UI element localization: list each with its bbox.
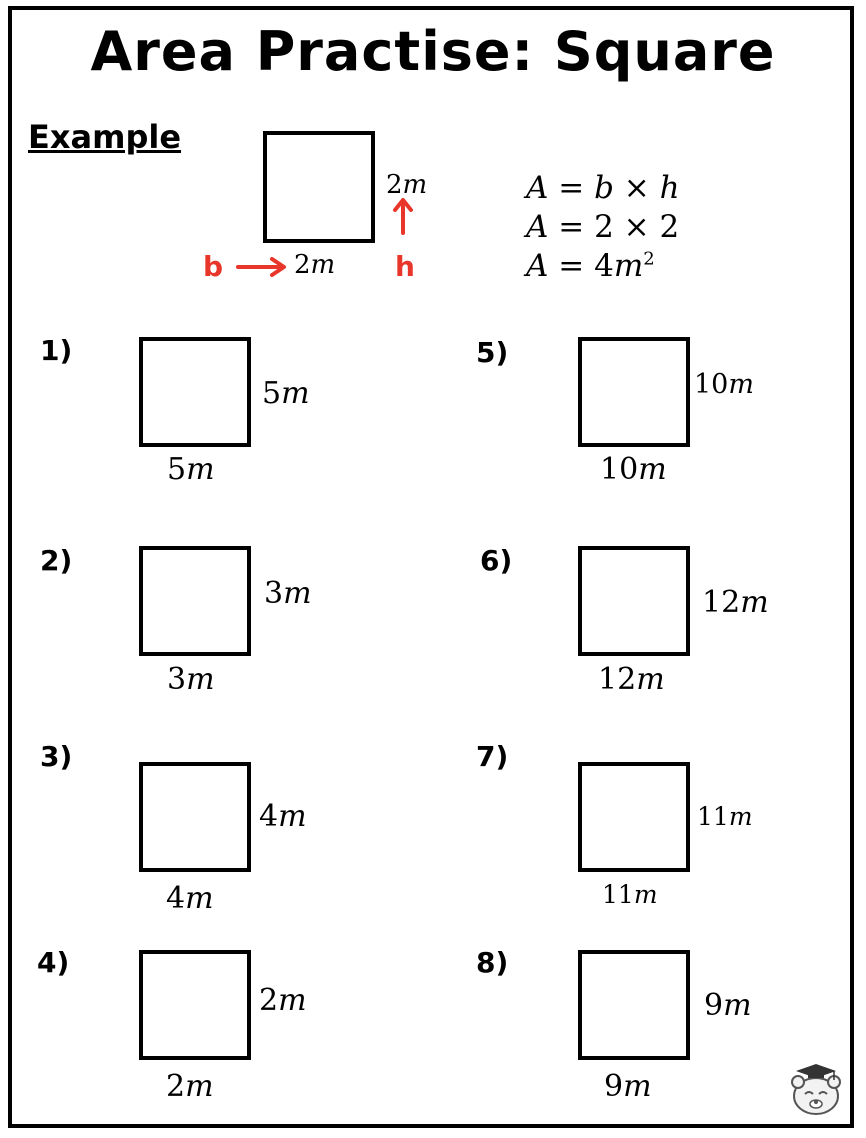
problem-base-label: 4m [166, 881, 214, 916]
problem-number: 3) [40, 740, 73, 773]
problem-square [139, 762, 251, 872]
problem-height-label: 4m [259, 799, 307, 834]
formula-line-3: $A = 4m^2$ [526, 248, 655, 284]
example-label: Example [28, 118, 182, 156]
problem-number: 5) [476, 336, 509, 369]
graduate-mascot-logo-icon [786, 1060, 846, 1120]
problem-height-label: 11m [697, 802, 753, 831]
problem-number: 1) [40, 334, 73, 367]
problem-square [139, 950, 251, 1060]
problem-number: 7) [476, 740, 509, 773]
worksheet-border [8, 6, 854, 1128]
problem-base-label: 3m [167, 662, 215, 697]
problem-base-label: 11m [602, 880, 658, 909]
problem-number: 8) [476, 946, 509, 979]
b-label: b [203, 250, 224, 283]
page-title: Area Practise: Square [90, 20, 776, 83]
problem-height-label: 10m [694, 369, 754, 400]
problem-height-label: 12m [702, 585, 769, 620]
h-label: h [395, 250, 415, 283]
problem-base-label: 2m [166, 1069, 214, 1104]
problem-number: 4) [37, 946, 70, 979]
up-arrow-icon [392, 197, 414, 237]
problem-number: 6) [480, 544, 513, 577]
example-square [263, 131, 375, 243]
problem-square [139, 337, 251, 447]
problem-square [578, 546, 690, 656]
problem-square [139, 546, 251, 656]
example-height-label: 2m [386, 170, 428, 200]
formula-line-2: A = 2 × 2 [526, 209, 680, 245]
problem-base-label: 9m [604, 1069, 652, 1104]
problem-height-label: 9m [704, 988, 752, 1023]
problem-base-label: 5m [167, 452, 215, 487]
example-base-label: 2m [294, 250, 336, 280]
problem-height-label: 3m [264, 576, 312, 611]
right-arrow-icon [236, 256, 288, 278]
problem-height-label: 5m [262, 376, 310, 411]
problem-number: 2) [40, 544, 73, 577]
formula-line-1: A = b × h [526, 170, 680, 206]
problem-height-label: 2m [259, 983, 307, 1018]
problem-base-label: 10m [600, 452, 667, 487]
problem-square [578, 337, 690, 447]
problem-base-label: 12m [598, 662, 665, 697]
problem-square [578, 950, 690, 1060]
problem-square [578, 762, 690, 872]
